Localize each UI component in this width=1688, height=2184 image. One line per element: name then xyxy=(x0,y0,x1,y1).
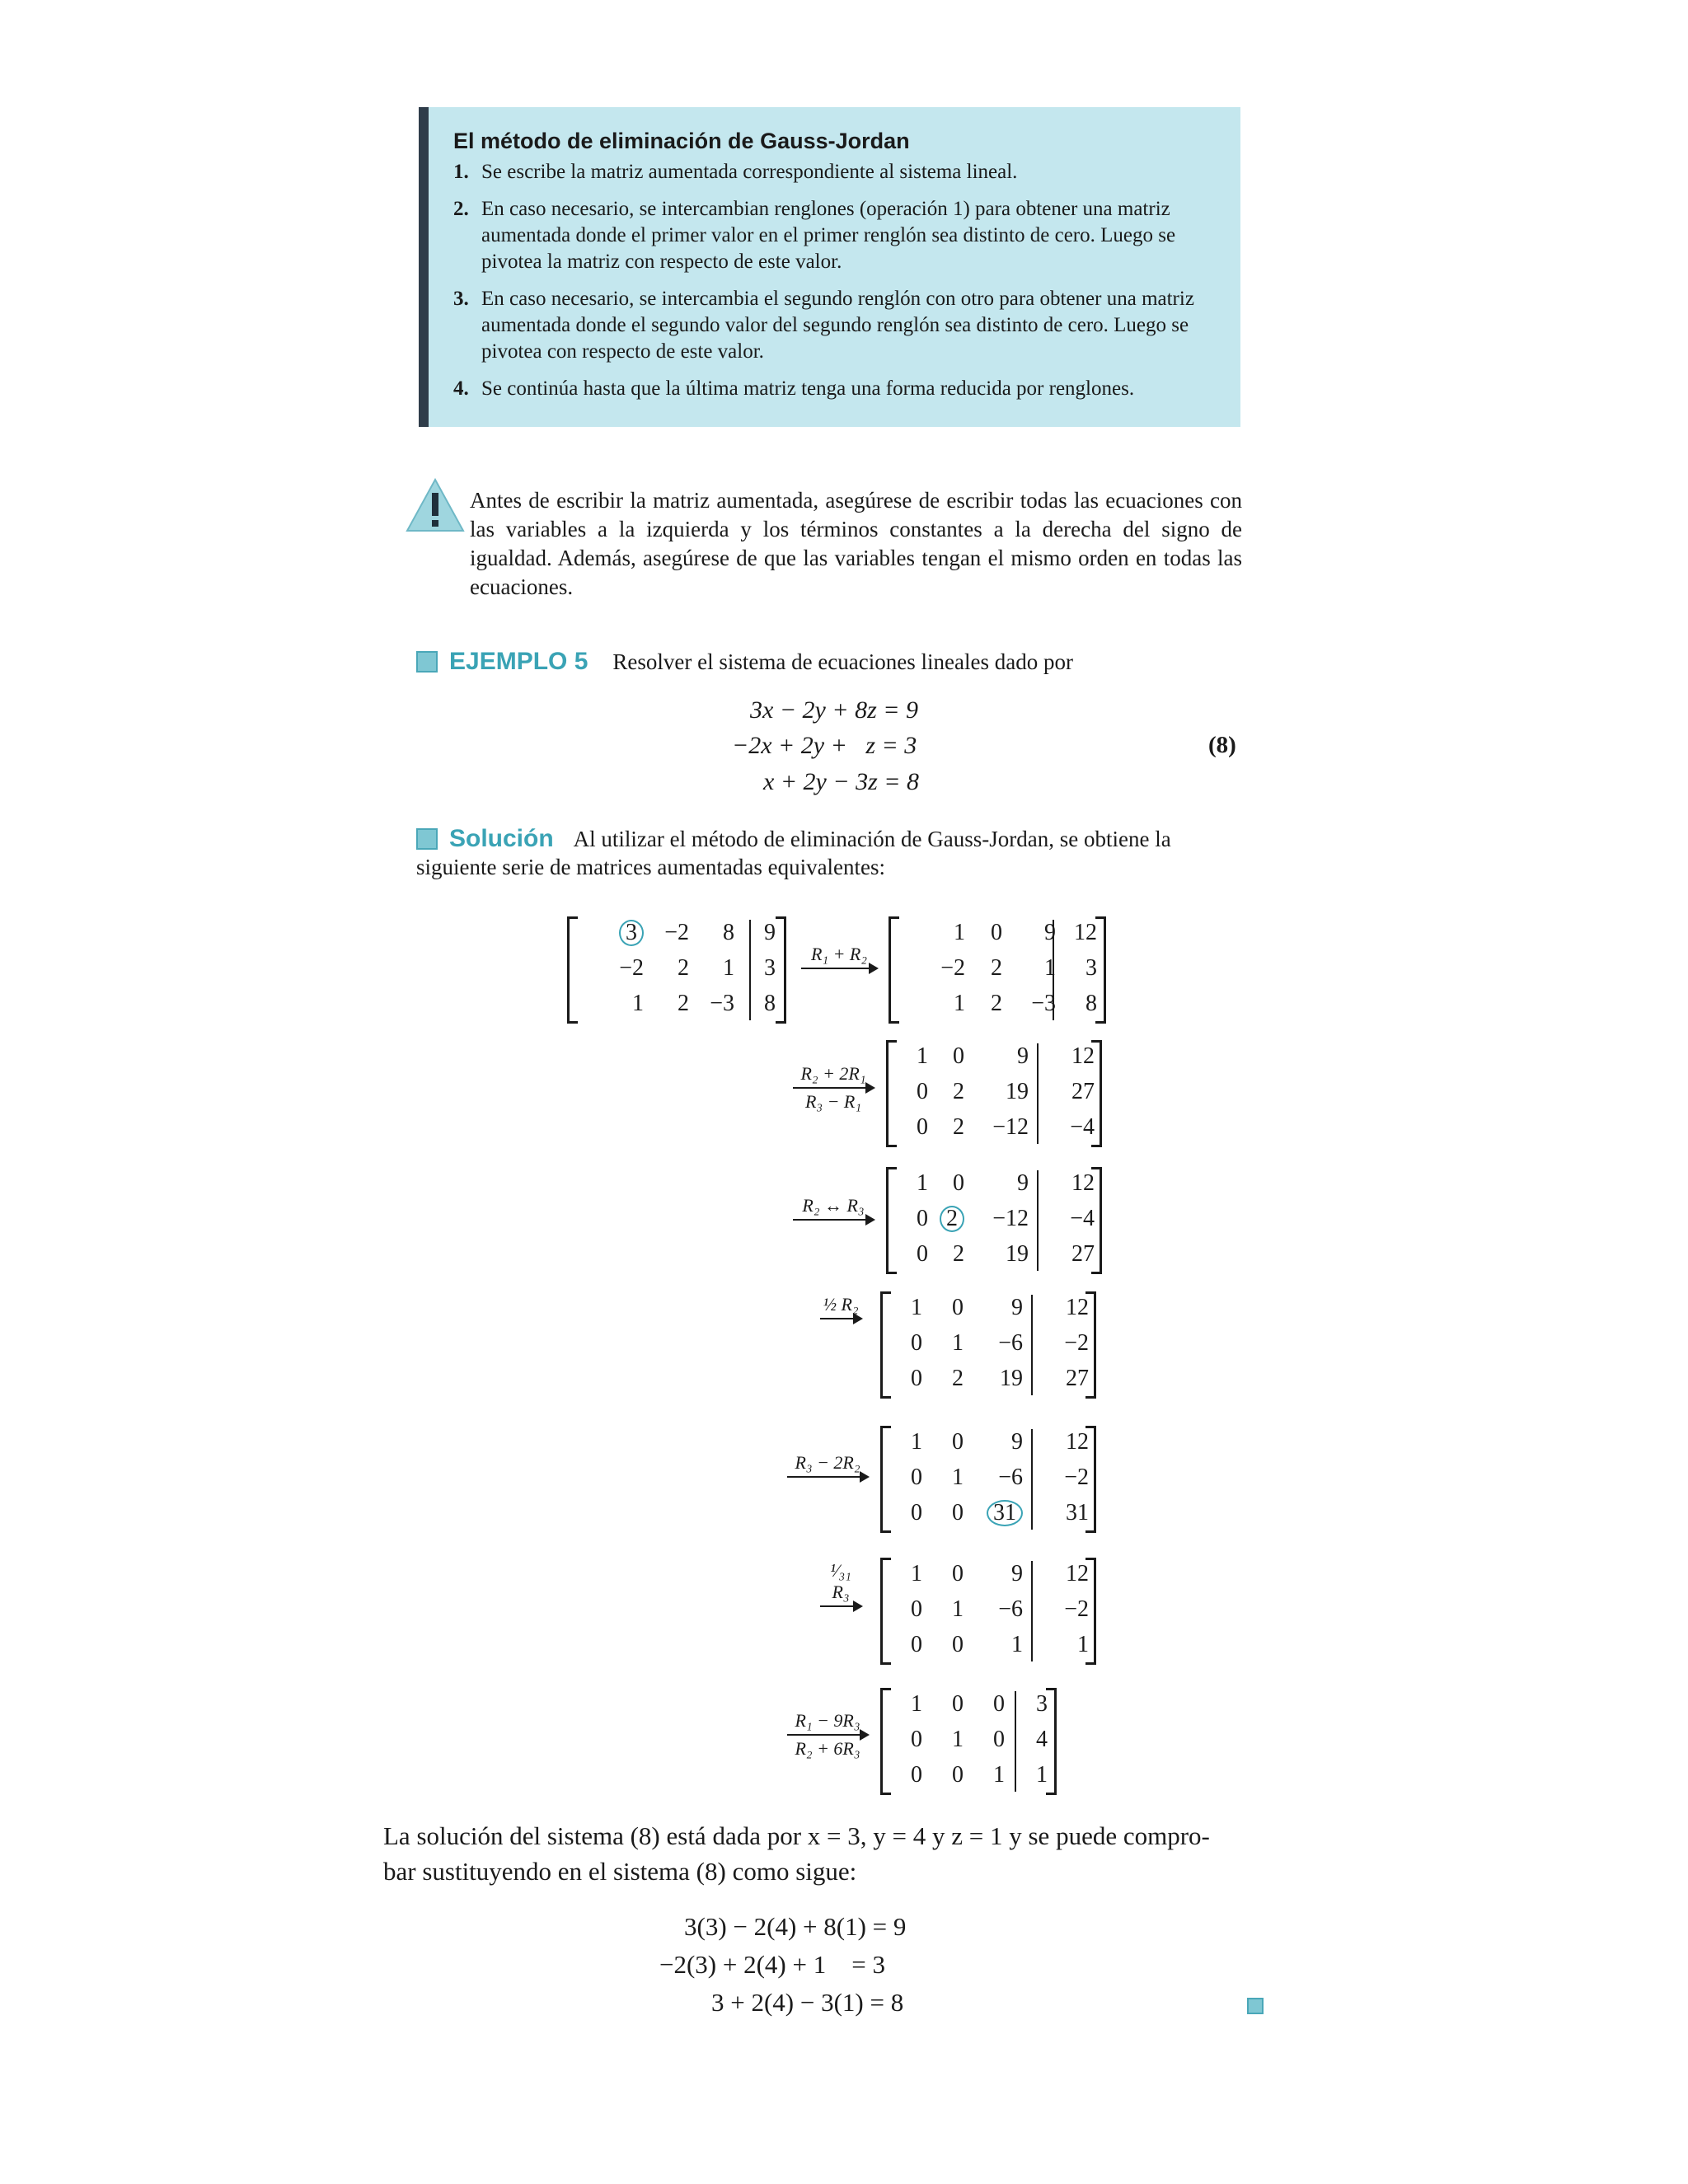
step-text: Se escribe la matriz aumentada correspondiente al sistema lineal. xyxy=(481,161,1018,183)
augmented-matrix xyxy=(886,1167,1102,1274)
augmented-matrix xyxy=(567,916,786,1024)
matrix-cell: −4 xyxy=(1070,1114,1095,1141)
matrix-cell: 9 xyxy=(1011,1294,1023,1320)
row-op-arrow xyxy=(820,1294,861,1322)
matrix-cell: 0 xyxy=(917,1241,928,1268)
matrix-cell: 0 xyxy=(911,1500,922,1526)
matrix-cell: 1 xyxy=(954,991,965,1017)
row-operation: R₂ ↔ R₃ xyxy=(802,1195,865,1216)
matrix-cell: 1 xyxy=(1011,1632,1023,1658)
matrix-cell: −3 xyxy=(1031,991,1056,1017)
matrix-cell: −2 xyxy=(1064,1330,1089,1356)
matrix-cell: 0 xyxy=(917,1079,928,1104)
row-operation: R₁ − 9R₃ xyxy=(795,1710,860,1731)
solution-text-1: Al utilizar el método de eliminación de Gauss-Jordan, se obtiene la xyxy=(573,826,1171,851)
row-operation: R₃ − R₁ xyxy=(804,1091,862,1112)
row-operation: R₂ + 6R₃ xyxy=(795,1738,860,1759)
matrix-cell: −6 xyxy=(998,1330,1023,1356)
row-operation: ½ R₂ xyxy=(823,1294,859,1315)
equation-3: x + 2y − 3z = 8 xyxy=(763,768,920,795)
matrix-cell: 12 xyxy=(1071,1169,1095,1196)
matrix-cell: 0 xyxy=(911,1465,922,1490)
matrix-cell: 9 xyxy=(764,919,776,945)
matrix-cell: 1 xyxy=(993,1762,1005,1788)
matrix-cell: 19 xyxy=(1000,1366,1023,1392)
step-text: Se continúa hasta que la última matriz tenga una forma reducida por renglones. xyxy=(481,377,1135,400)
matrix-cell: −3 xyxy=(710,991,734,1017)
method-step xyxy=(453,376,1217,402)
matrix-cell: 9 xyxy=(1017,1169,1029,1196)
matrix-cell: 1 xyxy=(911,1690,922,1717)
method-title: El método de eliminación de Gauss-Jordan xyxy=(453,129,910,153)
matrix-cell: −4 xyxy=(1070,1206,1095,1231)
example-text: Resolver el sistema de ecuaciones lineales dado por xyxy=(612,649,1073,674)
equation-2: −2x + 2y + z = 3 xyxy=(732,732,917,759)
matrix-cell: 9 xyxy=(1044,919,1056,945)
matrix-cell: 2 xyxy=(678,991,689,1017)
matrix-cell: 9 xyxy=(1011,1560,1023,1586)
step-text: En caso necesario, se intercambia el segundo renglón con otro para obtener una matriz aumentada donde el segundo valor del segundo renglón sea distinto de cero. Luego se pivotea con respecto de este valor. xyxy=(481,288,1194,363)
matrix-cell: 1 xyxy=(911,1560,922,1586)
matrix-cell: 0 xyxy=(911,1762,922,1788)
example-label: EJEMPLO 5 xyxy=(449,648,588,675)
matrix-cell: 2 xyxy=(953,1079,964,1104)
solution-marker-icon xyxy=(416,828,438,850)
matrix-cell: 1 xyxy=(1077,1632,1089,1658)
matrix-cell: 3 xyxy=(1085,955,1097,981)
matrix-cell: 0 xyxy=(952,1294,964,1320)
matrix-cell: 0 xyxy=(952,1632,964,1658)
method-box xyxy=(419,107,1240,427)
matrix-cell: 0 xyxy=(993,1727,1005,1752)
matrix-cell: 2 xyxy=(991,955,1002,981)
matrix-cell: 12 xyxy=(1066,1428,1089,1455)
matrix-cell: 0 xyxy=(917,1206,928,1231)
augmented-matrix xyxy=(889,916,1106,1024)
example-heading xyxy=(416,648,1073,676)
matrix-cell: −12 xyxy=(992,1114,1029,1141)
matrix-cell: 0 xyxy=(917,1114,928,1141)
warning-icon xyxy=(406,478,465,532)
check-line-3: 3 + 2(4) − 3(1) = 8 xyxy=(711,1988,904,2017)
augmented-matrix xyxy=(880,1558,1096,1665)
matrix-cell: 0 xyxy=(953,1169,964,1196)
row-op-arrow xyxy=(793,1195,874,1223)
matrix-cell: 0 xyxy=(952,1560,964,1586)
augmented-matrix xyxy=(886,1040,1102,1147)
matrix-cell: 0 xyxy=(952,1762,964,1788)
matrix-cell: −2 xyxy=(619,955,644,981)
matrix-cell: 1 xyxy=(952,1330,964,1356)
matrix-cell: 8 xyxy=(723,919,734,945)
method-step xyxy=(453,196,1217,275)
matrix-cell: 2 xyxy=(678,955,689,981)
matrix-cell: 1 xyxy=(954,919,965,945)
matrix-cell: 1 xyxy=(1044,955,1056,981)
matrix-cell: 1 xyxy=(917,1169,928,1196)
matrix-cell: 8 xyxy=(764,991,776,1017)
matrix-cell: 2 xyxy=(991,991,1002,1017)
matrix-cell: 1 xyxy=(911,1294,922,1320)
method-step xyxy=(453,286,1217,365)
matrix-cell: 1 xyxy=(952,1596,964,1622)
augmented-matrix xyxy=(880,1291,1096,1399)
matrix-cell: 19 xyxy=(1006,1241,1029,1268)
step-number: 2. xyxy=(453,198,469,220)
step-number: 4. xyxy=(453,377,469,400)
row-op-arrow xyxy=(820,1560,861,1610)
matrix-cell: −2 xyxy=(1064,1465,1089,1490)
matrix-cell: 0 xyxy=(911,1727,922,1752)
equation-1: 3x − 2y + 8z = 9 xyxy=(750,696,919,724)
matrix-cell: 1 xyxy=(917,1043,928,1069)
matrix-cell: 0 xyxy=(993,1690,1005,1717)
matrix-cell: 12 xyxy=(1066,1294,1089,1320)
matrix-cell: 2 xyxy=(953,1114,964,1141)
matrix-cell: 12 xyxy=(1066,1560,1089,1586)
matrix-cell: 12 xyxy=(1074,919,1097,945)
matrix-cell: 0 xyxy=(991,919,1002,945)
matrix-cell: −12 xyxy=(992,1206,1029,1231)
matrix-cell: 0 xyxy=(911,1632,922,1658)
matrix-cell: 1 xyxy=(952,1465,964,1490)
matrix-cell: 9 xyxy=(1017,1043,1029,1069)
matrix-cell: 31 xyxy=(973,1500,1023,1526)
augmented-matrix xyxy=(880,1426,1096,1533)
augmented-matrix xyxy=(880,1688,1057,1795)
matrix-cell: 9 xyxy=(1011,1428,1023,1455)
matrix-cell: 19 xyxy=(1006,1079,1029,1104)
method-step xyxy=(453,159,1217,185)
row-operation: R₁ + R₂ xyxy=(810,944,868,964)
matrix-cell: −2 xyxy=(664,919,689,945)
matrix-cell: 2 xyxy=(915,1206,964,1232)
matrix-cell: −6 xyxy=(998,1465,1023,1490)
conclusion-line-1: La solución del sistema (8) está dada por x = 3, y = 4 y z = 1 y se puede compro- xyxy=(383,1821,1210,1850)
matrix-cell: 27 xyxy=(1071,1079,1095,1104)
end-marker-icon xyxy=(1247,1998,1264,2014)
row-operation: R₃ − 2R₂ xyxy=(795,1452,860,1473)
check-line-1: 3(3) − 2(4) + 8(1) = 9 xyxy=(684,1912,907,1941)
row-operation: R₂ + 2R₁ xyxy=(800,1063,866,1084)
matrix-cell: 0 xyxy=(952,1428,964,1455)
matrix-cell: −2 xyxy=(940,955,965,981)
conclusion-line-2: bar sustituyendo en el sistema (8) como sigue: xyxy=(383,1857,857,1886)
matrix-cell: 0 xyxy=(953,1043,964,1069)
equation-number: (8) xyxy=(1208,732,1236,758)
matrix-cell: 0 xyxy=(911,1366,922,1392)
matrix-cell: 12 xyxy=(1071,1043,1095,1069)
matrix-cell: 4 xyxy=(1036,1727,1048,1752)
solution-text-2: siguiente serie de matrices aumentadas equivalentes: xyxy=(416,855,886,879)
matrix-cell: −2 xyxy=(1064,1596,1089,1622)
row-op-arrow xyxy=(787,1710,868,1760)
matrix-cell: 2 xyxy=(952,1366,964,1392)
example-marker-icon xyxy=(416,651,438,673)
matrix-cell: 1 xyxy=(1036,1762,1048,1788)
row-op-arrow xyxy=(787,1452,868,1480)
matrix-cell: 3 xyxy=(1036,1690,1048,1717)
matrix-cell: 2 xyxy=(953,1241,964,1268)
matrix-cell: 0 xyxy=(952,1690,964,1717)
row-op-arrow xyxy=(801,944,877,972)
solution-heading xyxy=(416,825,1171,853)
matrix-cell: 3 xyxy=(594,920,644,946)
matrix-cell: 1 xyxy=(723,955,734,981)
matrix-cell: −6 xyxy=(998,1596,1023,1622)
matrix-cell: 1 xyxy=(952,1727,964,1752)
matrix-cell: 27 xyxy=(1066,1366,1089,1392)
matrix-cell: 0 xyxy=(911,1596,922,1622)
row-operation: ¹⁄₃₁ R₃ xyxy=(830,1560,851,1602)
step-text: En caso necesario, se intercambian renglones (operación 1) para obtener una matriz aumentada donde el primer valor en el primer renglón sea distinto de cero. Luego se pivotea la matriz con respecto de este valor. xyxy=(481,198,1176,273)
warning-text: Antes de escribir la matriz aumentada, asegúrese de escribir todas las ecuaciones con las variables a la izquierda y los términos constantes a la derecha del signo de igualdad. Además, asegúrese de que las variables tengan el mismo orden en todas las ecuaciones. xyxy=(470,488,1242,599)
matrix-cell: 1 xyxy=(911,1428,922,1455)
matrix-cell: 3 xyxy=(764,955,776,981)
solution-label: Solución xyxy=(449,825,554,852)
matrix-cell: 8 xyxy=(1085,991,1097,1017)
matrix-cell: 0 xyxy=(952,1500,964,1526)
matrix-cell: 31 xyxy=(1066,1500,1089,1526)
matrix-cell: 27 xyxy=(1071,1241,1095,1268)
step-number: 3. xyxy=(453,288,469,310)
matrix-cell: 1 xyxy=(632,991,644,1017)
check-line-2: −2(3) + 2(4) + 1 = 3 xyxy=(659,1950,885,1979)
step-number: 1. xyxy=(453,161,469,183)
row-op-arrow xyxy=(793,1063,874,1113)
matrix-cell: 0 xyxy=(911,1330,922,1356)
